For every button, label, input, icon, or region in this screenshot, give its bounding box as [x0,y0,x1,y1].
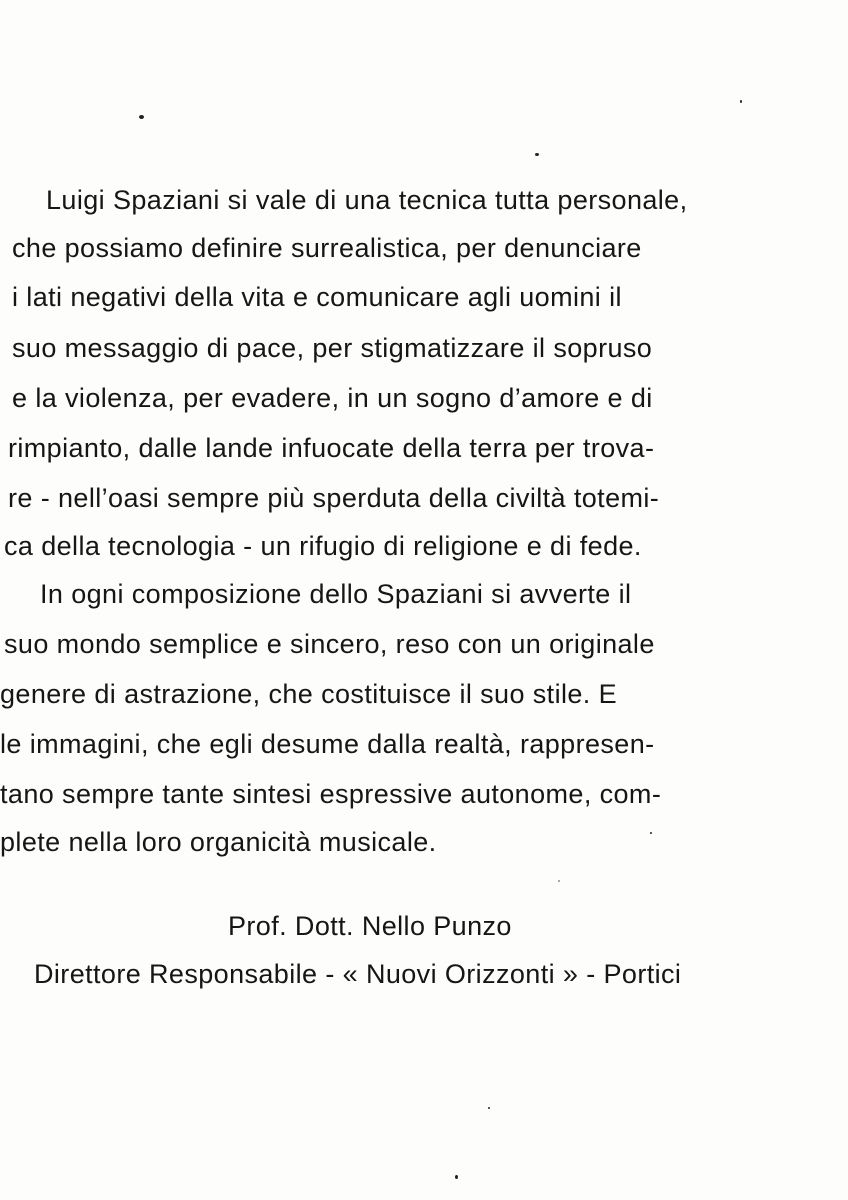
text-line: e la violenza, per evadere, in un sogno d’amore e di [12,383,653,413]
text-line: genere di astrazione, che costituisce il suo stile. E [0,679,618,709]
scan-speck [558,880,560,882]
text-line: rimpianto, dalle lande infuocate della terra per trova- [8,433,655,463]
scan-speck [740,100,742,103]
text-line: suo mondo semplice e sincero, reso con un originale [4,629,655,659]
scan-speck [139,115,144,119]
text-line: i lati negativi della vita e comunicare agli uomini il [12,282,622,312]
text-line: In ogni composizione dello Spaziani si avverte il [40,579,632,609]
text-line: Luigi Spaziani si vale di una tecnica tutta personale, [46,185,688,215]
scan-speck [488,1107,490,1109]
scan-speck [535,153,539,156]
signature-role: Direttore Responsabile - « Nuovi Orizzonti » - Portici [34,959,682,989]
text-line: suo messaggio di pace, per stigmatizzare il sopruso [12,333,653,363]
scan-speck [650,832,652,834]
scan-speck [455,1175,458,1179]
text-line: ca della tecnologia - un rifugio di religione e di fede. [4,531,642,561]
text-line: plete nella loro organicità musicale. [0,827,437,857]
text-line: che possiamo definire surrealistica, per denunciare [12,233,642,263]
text-line: re - nell’oasi sempre più sperduta della civiltà totemi- [8,483,660,513]
signature-name: Prof. Dott. Nello Punzo [228,911,512,941]
text-line: tano sempre tante sintesi espressive autonome, com- [0,779,662,809]
text-line: le immagini, che egli desume dalla realtà, rappresen- [0,729,655,759]
